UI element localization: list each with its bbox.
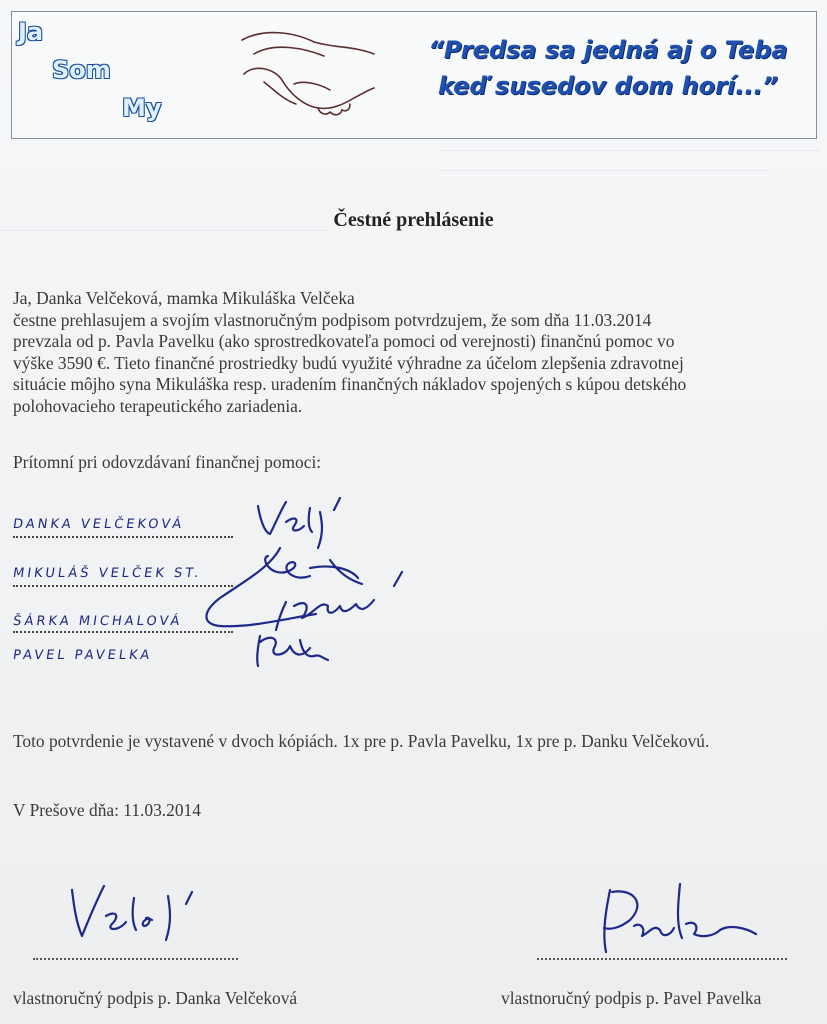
motto-line-1: “Predsa sa jedná aj o Teba	[428, 36, 788, 64]
logo-word-2: Som	[52, 56, 111, 84]
witness-name: ŠÁRKA MICHALOVÁ	[11, 614, 184, 629]
motto-line-2: keď susedov dom horí...”	[438, 72, 778, 100]
body-line: situácie môjho syna Mikuláška resp. uradením finančných nákladov spojených s kúpou detského	[13, 374, 687, 395]
logo-word-3: My	[122, 94, 162, 122]
date-line: V Prešove dňa: 11.03.2014	[13, 800, 201, 820]
ja-som-my-logo	[12, 12, 232, 138]
witness-name: MIKULÁŠ VELČEK ST.	[11, 566, 203, 581]
signature-line-right	[537, 958, 787, 960]
body-line: polohovacieho terapeutického zariadenia.	[13, 395, 303, 416]
letterhead	[11, 11, 817, 139]
body-line: čestne prehlasujem a svojím vlastnoručným podpisom potvrdzujem, že som dňa 11.03.2014	[13, 309, 652, 330]
signature-velcekova	[60, 876, 220, 946]
present-label: Prítomní pri odovzdávaní finančnej pomoci:	[13, 452, 322, 472]
signature-line-left	[33, 958, 238, 960]
logo-word-1: Ja	[18, 18, 44, 46]
signature-pavelka	[590, 880, 760, 960]
motto	[408, 32, 808, 104]
witness-name: PAVEL PAVELKA	[11, 648, 154, 663]
confirmation-text: Toto potvrdenie je vystavené v dvoch kópiách. 1x pre p. Pavla Pavelku, 1x pre p. Danku Velčekovú.	[13, 731, 710, 751]
signature-label-right: vlastnoručný podpis p. Pavel Pavelka	[501, 988, 762, 1008]
witness-signatures	[190, 488, 420, 678]
document-title: Čestné prehlásenie	[333, 209, 494, 231]
body-line: Ja, Danka Velčeková, mamka Mikuláška Velčeka	[13, 288, 355, 308]
body-line: výške 3590 €. Tieto finančné prostriedky budú využité výhradne za účelom zlepšenia zdravotnej	[13, 352, 684, 373]
body-line: prevzala od p. Pavla Pavelku (ako sprostredkovateľa pomoci od verejnosti) finančnú pomoc vo	[13, 331, 675, 352]
declaration-body	[13, 288, 791, 418]
handshake-icon	[234, 24, 384, 124]
witness-name: DANKA VELČEKOVÁ	[11, 517, 186, 532]
signature-label-left: vlastnoručný podpis p. Danka Velčeková	[13, 988, 298, 1008]
